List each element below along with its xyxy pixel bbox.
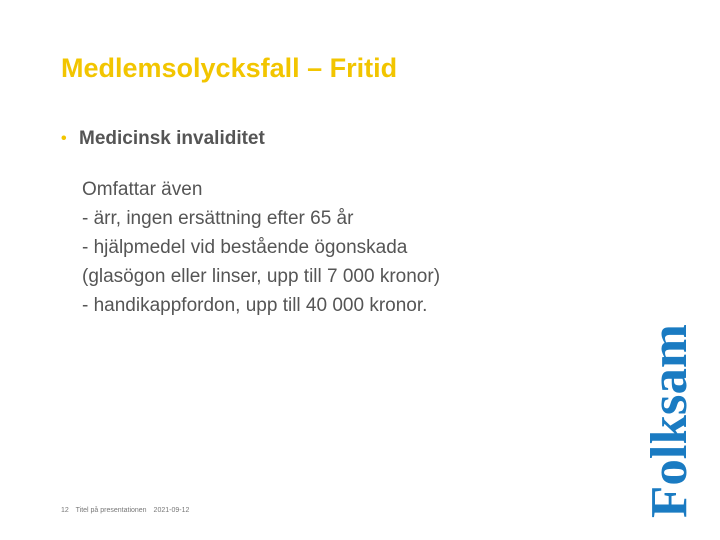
bullet-text: Medicinsk invaliditet [79, 128, 265, 149]
bullet-icon: • [61, 130, 67, 147]
body-line: - hjälpmedel vid bestående ögonskada [82, 237, 408, 258]
body-line: - handikappfordon, upp till 40 000 kronor. [82, 295, 428, 316]
folksam-logo-text: Folksam [641, 327, 698, 518]
folksam-logo [641, 322, 698, 518]
body-line: Omfattar även [82, 179, 203, 200]
presentation-title: Titel på presentationen [75, 507, 147, 514]
bullet-item [61, 125, 265, 153]
folksam-logo-graphic [641, 322, 698, 518]
body-line: - ärr, ingen ersättning efter 65 år [82, 208, 354, 229]
footer [61, 506, 194, 516]
presentation-date: 2021-09-12 [153, 507, 190, 514]
body-text [82, 175, 440, 320]
slide-title: Medlemsolycksfall – Fritid [61, 53, 398, 83]
page-number: 12 [61, 507, 69, 514]
body-line: (glasögon eller linser, upp till 7 000 kronor) [82, 266, 441, 287]
